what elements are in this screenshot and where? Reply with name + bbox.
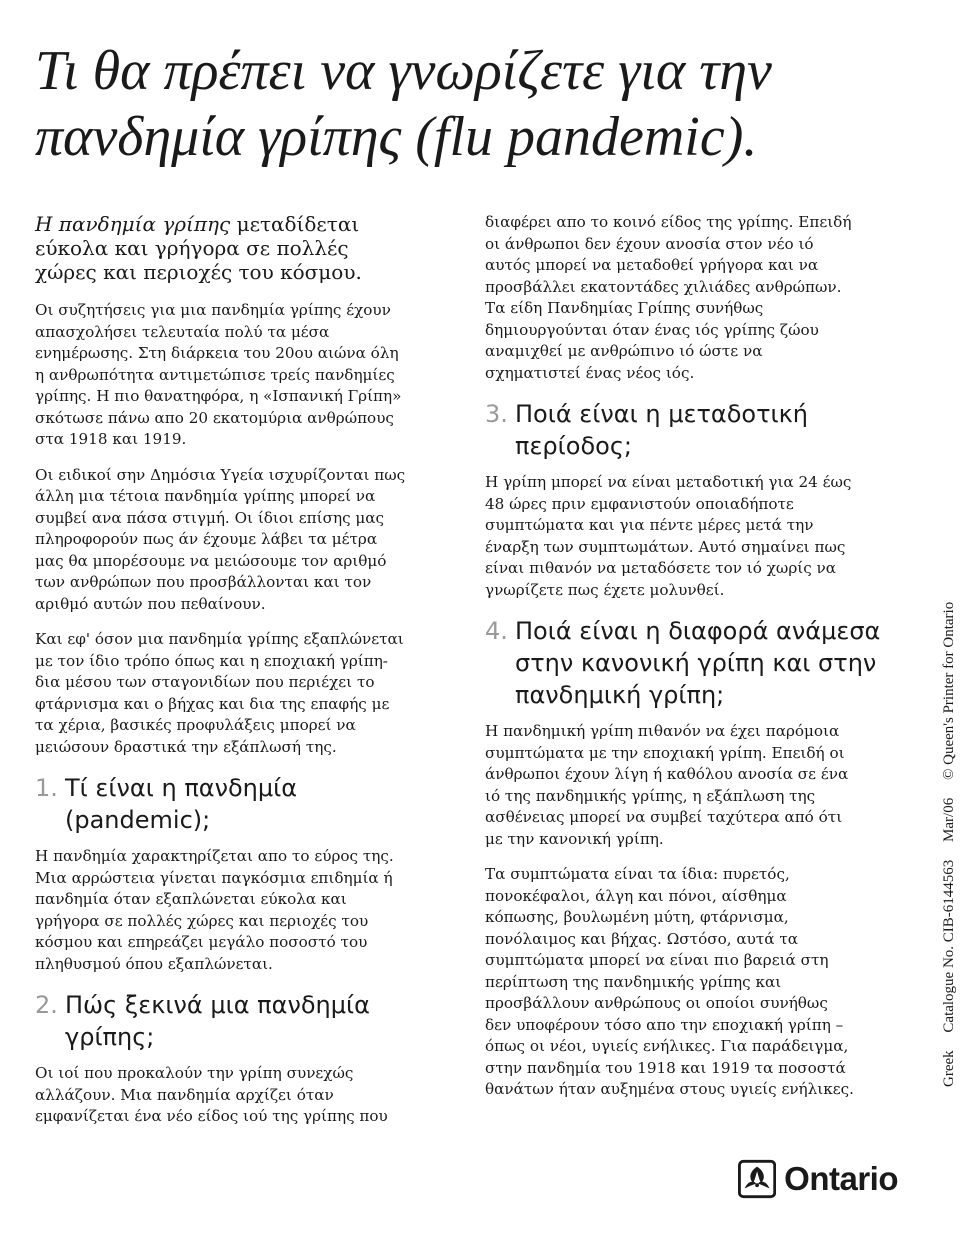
title-line: Τι θα πρέπει να γνωρίζετε για την bbox=[35, 40, 772, 102]
paragraph-definition bbox=[35, 846, 455, 975]
text-line: Και εφ' όσον μια πανδημία γρίπης εξαπλώνεται bbox=[35, 630, 404, 648]
text-line: είναι πιθανόν να μεταδόσετε τον ιό χωρίς να bbox=[485, 559, 837, 577]
ontario-trillium-icon bbox=[738, 1159, 776, 1199]
text-line: οι άνθρωποι δεν έχουν ανοσία στον νέο ιό bbox=[485, 234, 814, 253]
paragraph-difference bbox=[485, 721, 905, 850]
catalogue-number: Catalogue No. CIB-6144563 bbox=[941, 859, 957, 1033]
text-line: Η πανδημική γρίπη πιθανόν να έχει παρόμοια bbox=[485, 722, 840, 740]
publication-date: Mar/06 bbox=[941, 797, 957, 842]
text-line: δημιουργούνται όταν ένας ιός γρίπης ζώου bbox=[485, 320, 819, 339]
paragraph-origin bbox=[35, 1063, 455, 1128]
text-line: αυτός μπορεί να μεταδοθεί γρήγορα και να bbox=[485, 256, 819, 274]
text-line: περίπτωση της πανδημικής γρίπης και bbox=[485, 972, 782, 991]
text-line: ενημέρωσης. Στη διάρκεια του 20ου αιώνα όλη bbox=[35, 344, 399, 362]
lead-line: εύκολα και γρήγορα σε πολλές bbox=[35, 236, 349, 260]
text-line: προσβάλλει εκατοντάδες χιλιάδες ανθρώπων. bbox=[485, 277, 842, 296]
section-number: 4. bbox=[485, 617, 508, 645]
heading-line: Πώς ξεκινά μια πανδημία bbox=[65, 991, 370, 1019]
paragraph-experts bbox=[35, 465, 455, 616]
text-line: Οι ειδικοί σην Δημόσια Υγεία ισχυρίζονται πως bbox=[35, 465, 406, 484]
text-line: κόσμου και επηρεάζει μεγάλο ποσοστό του bbox=[35, 933, 368, 951]
paragraph-precautions bbox=[35, 629, 455, 758]
section-number: 2. bbox=[35, 991, 58, 1019]
page-title bbox=[35, 38, 915, 170]
text-line: αλλάζουν. Μια πανδημία αρχίζει όταν bbox=[35, 1085, 334, 1104]
text-line: συμπτώματα με την εποχιακή γρίπη. Επειδή οι bbox=[485, 743, 845, 762]
text-line: ιό της πανδημικής γρίπης, η εξάπλωση της bbox=[485, 786, 816, 805]
heading-line: πανδημική γρίπη; bbox=[515, 681, 725, 709]
text-line: έναρξη των συμπτωμάτων. Αυτό σημαίνει πως bbox=[485, 537, 846, 556]
heading-line: Ποιά είναι η διαφορά ανάμεσα bbox=[515, 617, 881, 645]
text-line: άλλη μια τέτοια πανδημία γρίπης μπορεί να bbox=[35, 487, 376, 505]
text-line: μας θα μπορέσουμε να μειώσουμε τον αριθμό bbox=[35, 551, 387, 570]
text-line: συμπτώματα και για πέντε μέρες μετά την bbox=[485, 516, 814, 534]
text-line: γρίπης. Η πιο θανατηφόρα, η «Ισπανική Γρίπη» bbox=[35, 387, 402, 405]
heading-line: Τί είναι η πανδημία bbox=[65, 774, 298, 802]
text-line: απασχολήσει τελευταία πολύ τα μέσα bbox=[35, 322, 330, 341]
heading-line: περίοδος; bbox=[515, 432, 632, 460]
lead-line bbox=[35, 212, 455, 236]
text-line: δεν υποφέρουν τόσο απο την εποχιακή γρίπη – bbox=[485, 1015, 844, 1034]
text-line: σκότωσε πάνω απο 20 εκατομύρια ανθρώπους bbox=[35, 408, 394, 427]
text-line: σχηματιστεί ένας νέος ιός. bbox=[485, 363, 695, 382]
section-heading-1 bbox=[35, 772, 455, 836]
text-line: όπως οι νέοι, υγιείς ενήλικες. Για παράδειγμα, bbox=[485, 1037, 849, 1055]
lead-paragraph bbox=[35, 212, 455, 284]
section-heading-3 bbox=[485, 398, 905, 462]
section-heading-2 bbox=[35, 989, 455, 1053]
text-line: αναμιχθεί με ανθρώπινο ιό ώστε να bbox=[485, 342, 763, 360]
paragraph-contagious-period bbox=[485, 472, 905, 601]
text-line: Τα συμπτώματα είναι τα ίδια: πυρετός, bbox=[485, 865, 790, 883]
section-heading-4 bbox=[485, 615, 905, 711]
text-line: κόπωσης, βουλωμένη μύτη, φτάρνισμα, bbox=[485, 908, 789, 926]
paragraph-intro bbox=[35, 300, 455, 451]
copyright-notice: © Queen's Printer for Ontario bbox=[941, 601, 957, 781]
text-line: Οι συζητήσεις για μια πανδημία γρίπης έχουν bbox=[35, 301, 391, 319]
text-line: άνθρωποι έχουν λίγη ή καθόλου ανοσία σε ένα bbox=[485, 765, 849, 783]
text-line: 48 ώρες πριν εμφανιστούν οποιαδήποτε bbox=[485, 494, 794, 513]
heading-line: στην κανονική γρίπη και στην bbox=[515, 649, 877, 677]
text-line: διαφέρει απο το κοινό είδος της γρίπης. Επειδή bbox=[485, 213, 852, 231]
text-line: στην πανδημία του 1918 και 1919 τα ποσοστά bbox=[485, 1058, 846, 1077]
text-line: η ανθρωπότητα αντιμετώπισε τρείς πανδημίες bbox=[35, 365, 395, 384]
heading-line: Ποιά είναι η μεταδοτική bbox=[515, 400, 809, 428]
heading-line: γρίπης; bbox=[65, 1023, 155, 1051]
text-line: των ανθρώπων που προσβάλλονται και τον bbox=[35, 573, 372, 591]
text-line: πληροφορούν πως άν έχουμε λάβει τα μέτρα bbox=[35, 530, 378, 548]
text-line: πανδημία όταν εξαπλώνεται εύκολα και bbox=[35, 890, 347, 908]
section-number: 1. bbox=[35, 774, 58, 802]
right-column bbox=[485, 212, 905, 1115]
section-number: 3. bbox=[485, 400, 508, 428]
text-line: τα χέρια, βασικές προφυλάξεις μπορεί να bbox=[35, 716, 356, 734]
heading-line: (pandemic); bbox=[65, 806, 211, 834]
text-line: γνωρίζετε πως έχετε μολυνθεί. bbox=[485, 580, 725, 599]
text-line: Τα είδη Πανδημίας Γρίπης συνήθως bbox=[485, 299, 764, 317]
text-line: πονοκέφαλοι, άλγη και πόνοι, αίσθημα bbox=[485, 886, 787, 905]
text-line: Οι ιοί που προκαλούν την γρίπη συνεχώς bbox=[35, 1064, 354, 1082]
text-line: δια μέσου των σταγονιδίων που περιέχει το bbox=[35, 673, 375, 691]
title-line: πανδημία γρίπης (flu pandemic). bbox=[35, 106, 758, 168]
text-line: πληθυσμού όπου εξαπλώνεται. bbox=[35, 954, 273, 973]
paragraph-origin-cont bbox=[485, 212, 905, 384]
text-line: με τον ίδιο τρόπο όπως και η εποχιακή γρίπη- bbox=[35, 651, 388, 670]
text-line: συμβεί ανα πάσα στιγμή. Οι ίδιοι επίσης μας bbox=[35, 508, 385, 527]
text-line: Μια αρρώστεια γίνεται παγκόσμια επιδημία ή bbox=[35, 868, 393, 887]
text-line: θανάτων ήταν αυξημένα στους υγιείς ενήλικες. bbox=[485, 1080, 854, 1098]
text-line: εμφανίζεται ένα νέο είδος ιού της γρίπης που bbox=[35, 1107, 388, 1125]
ontario-logo bbox=[738, 1158, 898, 1200]
language-label: Greek bbox=[941, 1050, 957, 1087]
paragraph-symptoms bbox=[485, 864, 905, 1101]
ontario-wordmark: Ontario bbox=[784, 1160, 898, 1197]
text-line: μειώσουν δραστικά την εξάπλωσή της. bbox=[35, 737, 337, 756]
text-line: φτάρνισμα και ο βήχας και δια της επαφής με bbox=[35, 694, 390, 713]
text-line: Η πανδημία χαρακτηρίζεται απο το εύρος της. bbox=[35, 847, 394, 865]
text-line: γρήγορα σε πολλές χώρες και περιοχές του bbox=[35, 911, 369, 930]
text-line: με την κανονική γρίπη. bbox=[485, 829, 664, 848]
text-line: ασθένειας μπορεί να συμβεί ταχύτερα από ότι bbox=[485, 808, 843, 826]
text-line: προσβάλλουν ανθρώπους οι οποίοι συνήθως bbox=[485, 994, 828, 1012]
text-line: συμπτώματα μπορεί να είναι πιο βαρειά στη bbox=[485, 951, 829, 969]
side-catalogue-strip bbox=[938, 567, 960, 1087]
lead-line: χώρες και περιοχές του κόσμου. bbox=[35, 260, 362, 284]
lead-emphasis: Η πανδημία γρίπης bbox=[35, 212, 231, 236]
text-line: πονόλαιμος και βήχας. Ωστόσο, αυτά τα bbox=[485, 929, 799, 948]
left-column bbox=[35, 212, 455, 1142]
text-line: στα 1918 και 1919. bbox=[35, 430, 187, 448]
text-line: Η γρίπη μπορεί να είναι μεταδοτική για 24 έως bbox=[485, 473, 852, 491]
lead-text: μεταδίδεται bbox=[236, 212, 360, 236]
text-line: αριθμό αυτών που πεθαίνουν. bbox=[35, 594, 266, 613]
